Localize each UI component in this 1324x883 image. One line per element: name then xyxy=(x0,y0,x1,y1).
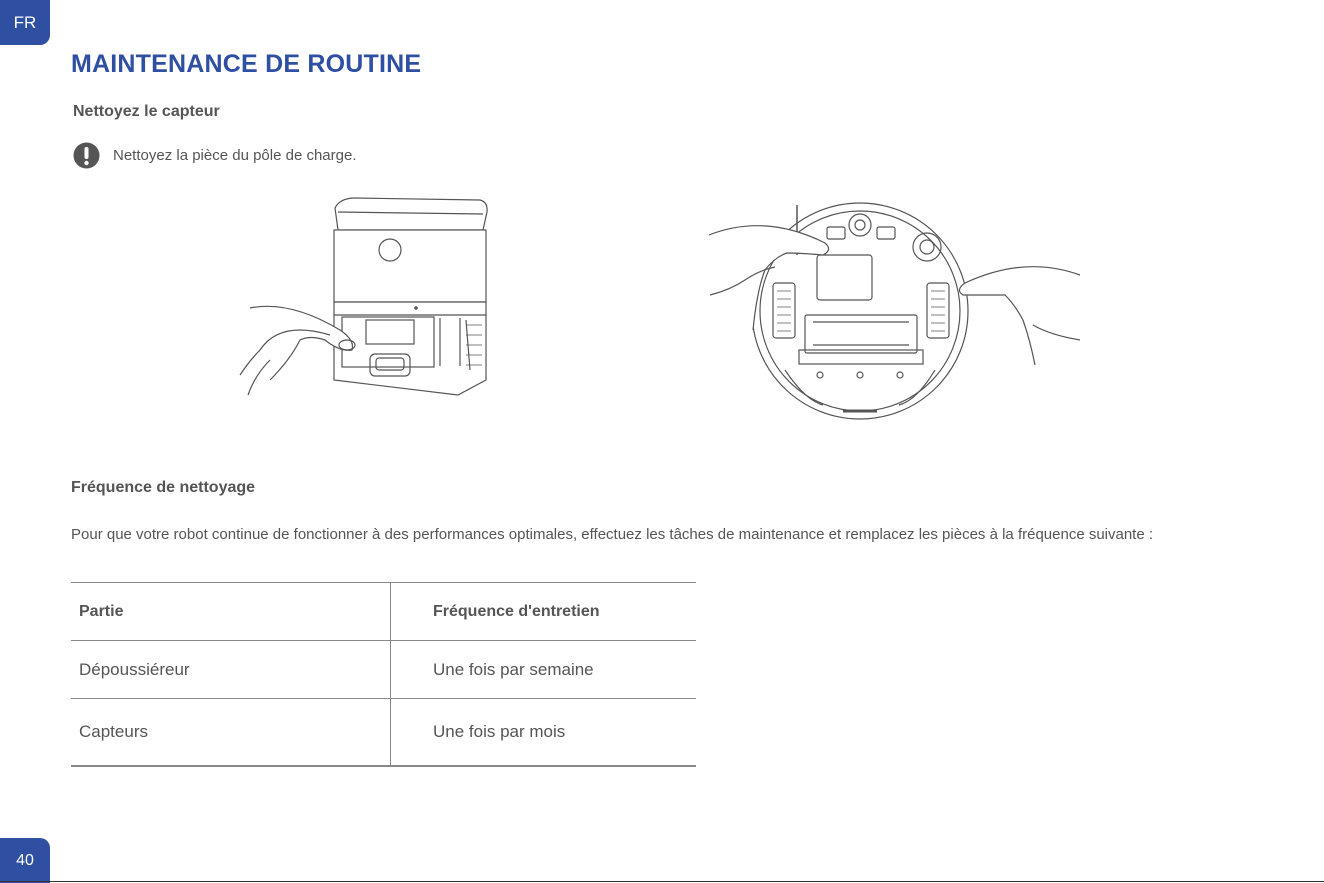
table-cell-part: Capteurs xyxy=(71,699,391,766)
exclamation-icon xyxy=(73,142,100,169)
table-header-part: Partie xyxy=(71,583,391,641)
charging-dock-illustration xyxy=(230,190,490,405)
table-row xyxy=(71,699,696,766)
table-cell-frequency: Une fois par mois xyxy=(433,721,566,741)
language-tab xyxy=(0,0,50,45)
table-row xyxy=(71,641,696,699)
page-title: MAINTENANCE DE ROUTINE xyxy=(71,50,422,78)
bottom-divider xyxy=(0,881,1324,882)
frequency-paragraph: Pour que votre robot continue de fonctionner à des performances optimales, effectuez les tâches de maintenance et remplacez les pièces à la fréquence suivante : xyxy=(71,526,1154,543)
table-header-row xyxy=(71,583,696,641)
warning-note-text: Nettoyez la pièce du pôle de charge. xyxy=(113,147,357,164)
table-cell-frequency: Une fois par semaine xyxy=(433,659,594,679)
section-heading-frequency: Fréquence de nettoyage xyxy=(71,479,256,496)
table-cell-part: Dépoussiéreur xyxy=(71,641,391,699)
page-number: 40 xyxy=(16,851,34,869)
table-header-frequency: Fréquence d'entretien xyxy=(433,602,600,620)
section-heading-sensor: Nettoyez le capteur xyxy=(73,103,220,120)
warning-note xyxy=(73,142,357,169)
maintenance-frequency-table xyxy=(71,582,696,767)
language-label: FR xyxy=(13,12,37,32)
page-number-tab xyxy=(0,838,50,883)
robot-underside-illustration xyxy=(705,195,1085,427)
